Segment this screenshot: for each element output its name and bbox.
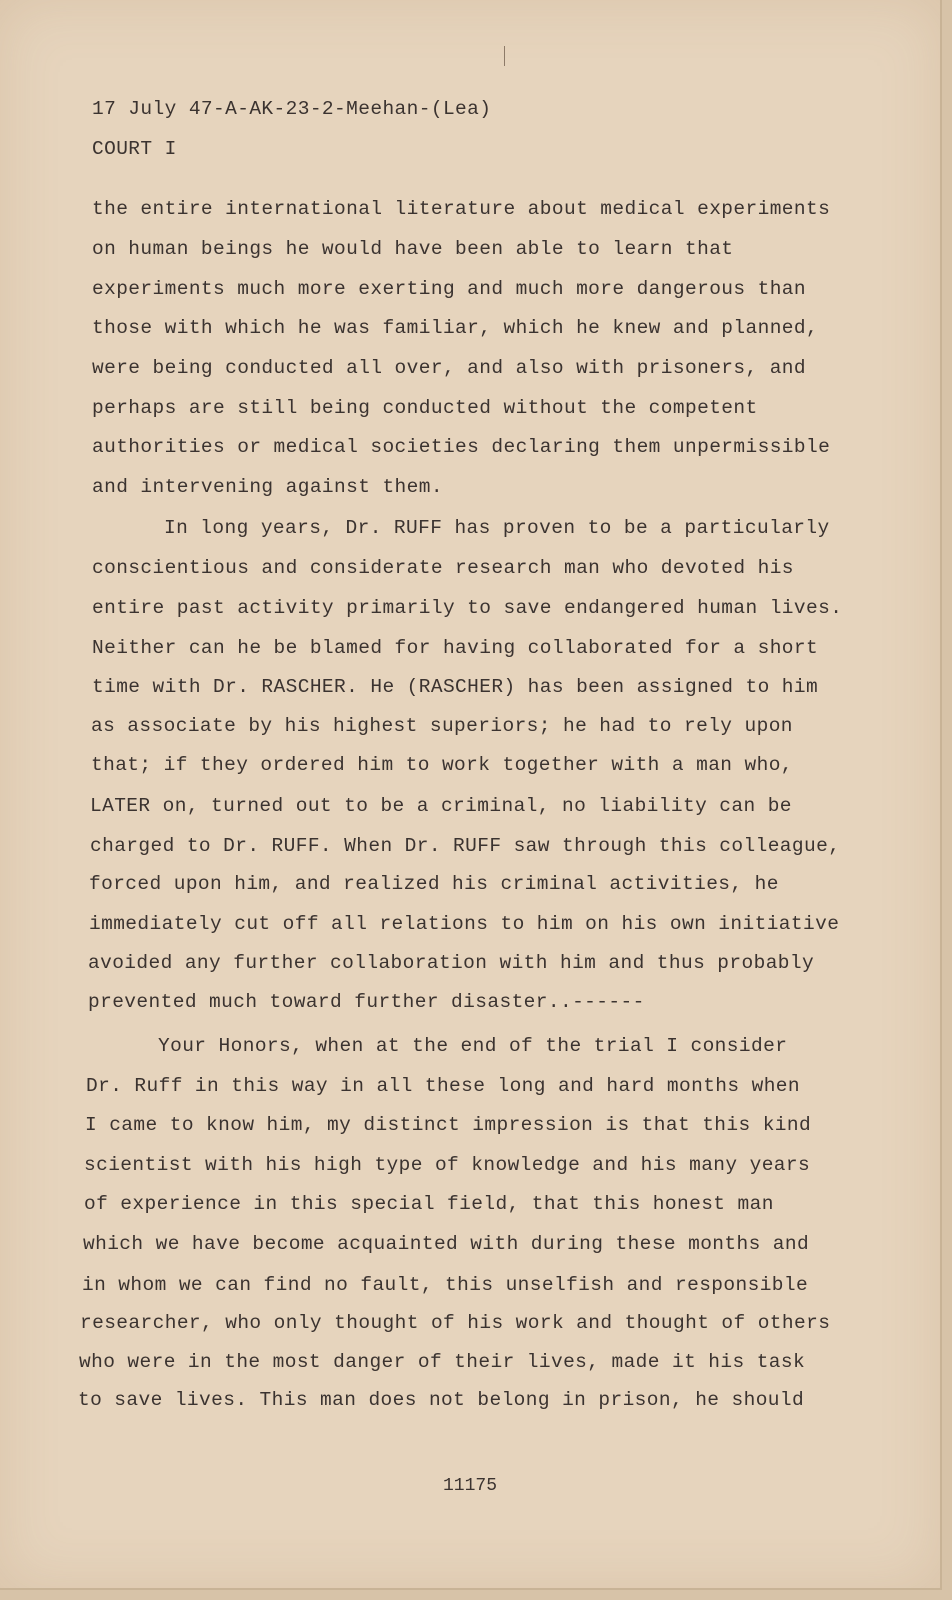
header-court: COURT I [92, 138, 177, 160]
body-line: on human beings he would have been able to learn that [92, 238, 734, 260]
body-line: Neither can he be blamed for having collaborated for a short [92, 637, 819, 659]
body-line: the entire international literature about medical experiments [92, 198, 831, 220]
body-line: entire past activity primarily to save endangered human lives. [92, 597, 843, 619]
body-line: which we have become acquainted with during these months and [83, 1233, 810, 1255]
body-line: I came to know him, my distinct impression is that this kind [85, 1114, 812, 1136]
body-line: authorities or medical societies declaring them unpermissible [92, 436, 831, 458]
body-line: scientist with his high type of knowledge and his many years [84, 1154, 811, 1176]
body-line: conscientious and considerate research man who devoted his [92, 557, 794, 579]
body-line: those with which he was familiar, which he knew and planned, [92, 317, 819, 339]
page-number: 11175 [442, 1476, 497, 1496]
body-line: as associate by his highest superiors; he had to rely upon [91, 715, 793, 737]
paragraph-start: Your Honors, when at the end of the trial I consider [158, 1035, 788, 1057]
body-line: researcher, who only thought of his work and thought of others [80, 1312, 831, 1334]
body-line: that; if they ordered him to work together with a man who, [91, 754, 793, 776]
body-line: forced upon him, and realized his criminal activities, he [89, 873, 779, 895]
body-line: perhaps are still being conducted without the competent [92, 397, 758, 419]
body-line: charged to Dr. RUFF. When Dr. RUFF saw through this colleague, [90, 835, 841, 857]
margin-mark [504, 46, 505, 66]
body-line: experiments much more exerting and much more dangerous than [92, 278, 807, 300]
body-line: time with Dr. RASCHER. He (RASCHER) has been assigned to him [92, 676, 819, 698]
header-reference: 17 July 47-A-AK-23-2-Meehan-(Lea) [92, 98, 492, 120]
body-line: avoided any further collaboration with him and thus probably [88, 952, 815, 974]
body-line: and intervening against them. [92, 476, 443, 498]
body-line: in whom we can find no fault, this unselfish and responsible [82, 1274, 809, 1296]
body-line: LATER on, turned out to be a criminal, no liability can be [90, 795, 792, 817]
body-line: to save lives. This man does not belong in prison, he should [78, 1389, 805, 1411]
body-line: were being conducted all over, and also with prisoners, and [92, 357, 807, 379]
body-line: of experience in this special field, that this honest man [84, 1193, 774, 1215]
paragraph-start: In long years, Dr. RUFF has proven to be a particularly [164, 517, 830, 539]
body-line: prevented much toward further disaster..------ [88, 991, 645, 1013]
body-line: who were in the most danger of their lives, made it his task [79, 1351, 806, 1373]
body-line: Dr. Ruff in this way in all these long and hard months when [86, 1075, 801, 1097]
body-line: immediately cut off all relations to him on his own initiative [89, 913, 840, 935]
